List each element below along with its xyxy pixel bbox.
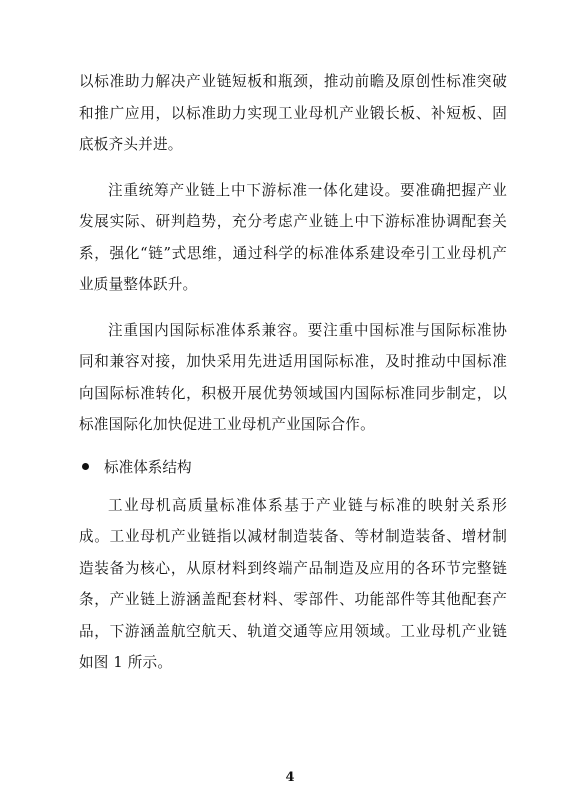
section-heading: 标准体系结构 [104,458,192,476]
paragraph-system-structure: 工业母机高质量标准体系基于产业链与标准的映射关系形成。工业母机产业链指以减材制造装备、等材制造装备、增材制造装备为核心，从原材料到终端产品制造及应用的各环节完整链条，产业链上游涵盖配套材料、零部件、功能部件等其他配套产品，下游涵盖航空航天、轨道交通等应用领域。工业母机产业链如图 1 所示。 [79,496,507,671]
paragraph-industry-chain-integration: 注重统筹产业链上中下游标准一体化建设。要准确把握产业发展实际、研判趋势，充分考虑产业链上中下游标准协调配套关系，强化“链”式思维，通过科学的标准体系建设牵引工业母机产业质量整体跃升。 [79,181,507,293]
bullet-dot-icon [82,463,89,470]
page-content [79,66,507,693]
page-number: 4 [285,770,295,785]
paragraph-international-compatibility: 注重国内国际标准体系兼容。要注重中国标准与国际标准协同和兼容对接，加快采用先进适用国际标准，及时推动中国标准向国际标准转化，积极开展优势领域国内国际标准同步制定，以标准国际化加快促进工业母机产业国际合作。 [79,321,507,433]
paragraph-continuation: 以标准助力解决产业链短板和瓶颈，推动前瞻及原创性标准突破和推广应用，以标准助力实现工业母机产业锻长板、补短板、固底板齐头并进。 [79,73,507,153]
section-bullet [79,451,507,482]
